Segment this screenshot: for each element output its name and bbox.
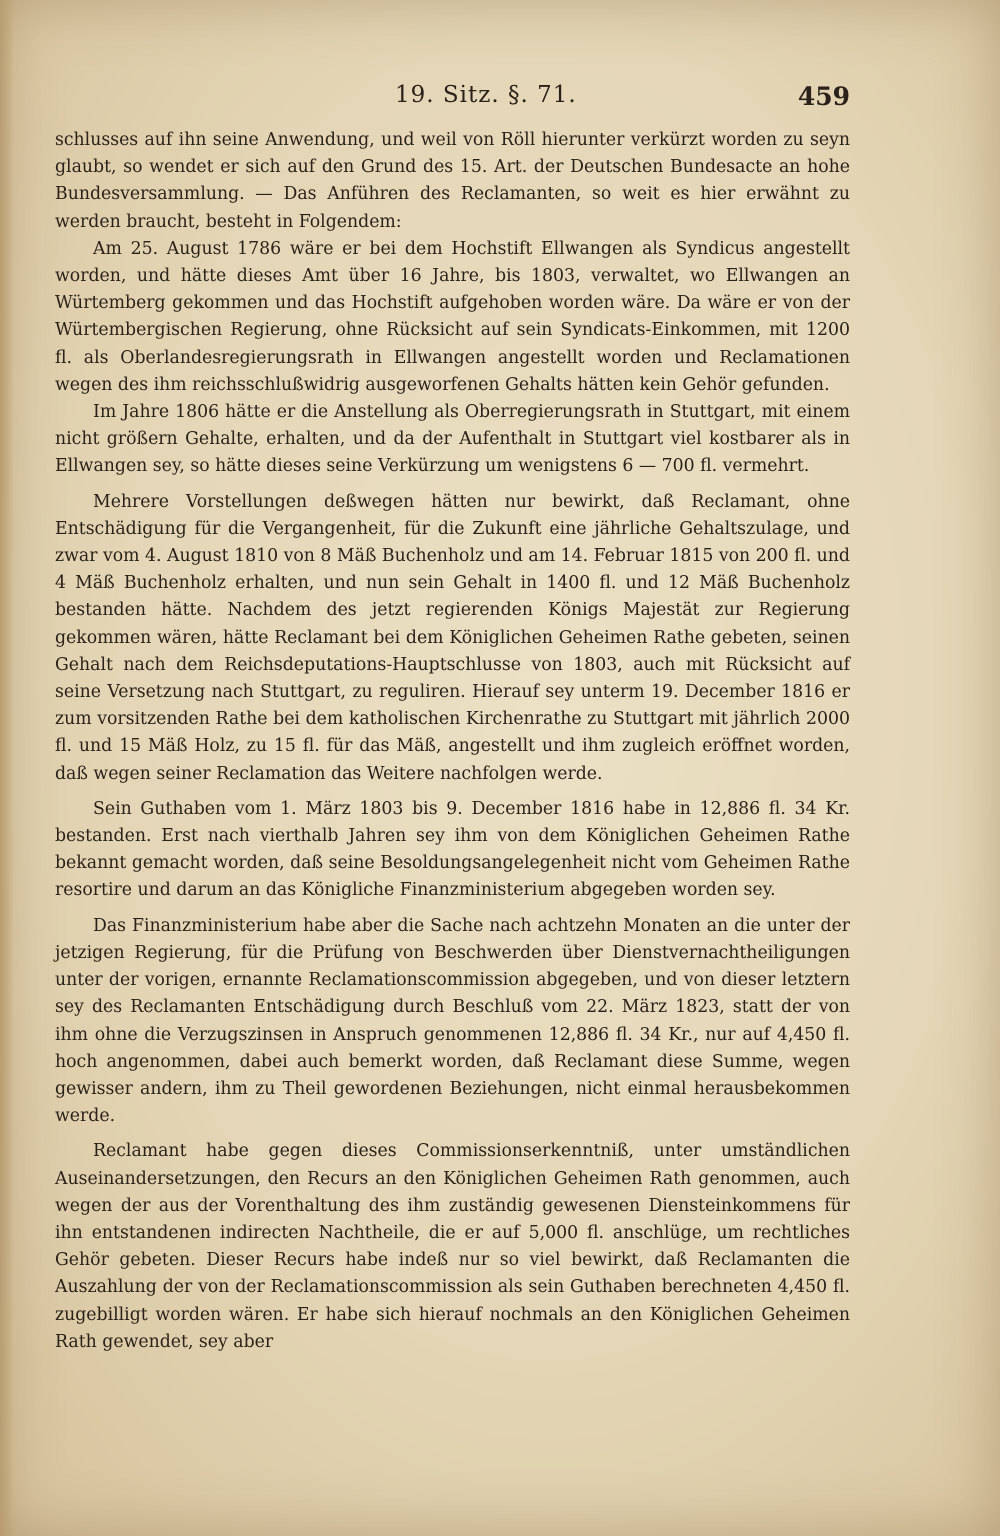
paragraph: Sein Guthaben vom 1. März 1803 bis 9. December 1816 habe in 12,886 fl. 34 Kr. bestanden. Erst nach vierthalb Jahren sey ihm von dem Königlichen Geheimen Rathe bekannt gemacht worden, daß seine Besoldungsangelegenheit nicht vom Geheimen Rathe resortire und darum an das Königliche Finanzministerium abgegeben worden sey.	[55, 798, 850, 901]
page-header	[55, 82, 850, 122]
page-edge	[0, 0, 14, 1536]
body-text	[55, 127, 850, 1356]
paragraph: Im Jahre 1806 hätte er die Anstellung als Oberregierungsrath in Stuttgart, mit einem nicht größern Gehalte, erhalten, und da der Aufenthalt in Stuttgart viel kostbarer als in Ellwangen sey, so hätte dieses seine Verkürzung um wenigstens 6 — 700 fl. vermehrt.	[55, 402, 850, 477]
running-head: 19. Sitz. §. 71.	[395, 82, 577, 108]
paragraph: Reclamant habe gegen dieses Commissionserkenntniß, unter umständlichen Auseinandersetzungen, den Recurs an den Königlichen Geheimen Rath genommen, auch wegen der aus der Vorenthaltung des ihm zuständig gewesenen Diensteinkommens für ihn entstandenen indirecten Nachtheile, die er auf 5,000 fl. anschlüge, um rechtliches Gehör gebeten. Dieser Recurs habe indeß nur so viel bewirkt, daß Reclamanten die Auszahlung der von der Reclamationscommission als sein Guthaben berechneten 4,450 fl. zugebilligt worden wären. Er habe sich hierauf nochmals an den Königlichen Geheimen Rath gewendet, sey aber	[55, 1141, 850, 1352]
paragraph: Mehrere Vorstellungen deßwegen hätten nur bewirkt, daß Reclamant, ohne Entschädigung für die Vergangenheit, für die Zukunft eine jährliche Gehaltszulage, und zwar vom 4. August 1810 von 8 Mäß Buchenholz und am 14. Februar 1815 von 200 fl. und 4 Mäß Buchenholz erhalten, und nun sein Gehalt in 1400 fl. und 12 Mäß Buchenholz bestanden hätte. Nachdem des jetzt regierenden Königs Majestät zur Regierung gekommen wären, hätte Reclamant bei dem Königlichen Geheimen Rathe gebeten, seinen Gehalt nach dem Reichsdeputations-Hauptschlusse von 1803, auch mit Rücksicht auf seine Versetzung nach Stuttgart, zu reguliren. Hierauf sey unterm 19. December 1816 er zum vorsitzenden Rathe bei dem katholischen Kirchenrathe zu Stuttgart mit jährlich 2000 fl. und 15 Mäß Holz, zu 15 fl. für das Mäß, angestellt und ihm zugleich eröffnet worden, daß wegen seiner Reclamation das Weitere nachfolgen werde.	[55, 491, 850, 784]
paragraph: Am 25. August 1786 wäre er bei dem Hochstift Ellwangen als Syndicus angestellt worden, und hätte dieses Amt über 16 Jahre, bis 1803, verwaltet, wo Ellwangen an Würtemberg gekommen und das Hochstift aufgehoben worden wäre. Da wäre er von der Würtembergischen Regierung, ohne Rücksicht auf sein Syndicats-Einkommen, mit 1200 fl. als Oberlandesregierungsrath in Ellwangen angestellt worden und Reclamationen wegen des ihm reichsschlußwidrig ausgeworfenen Gehalts hätten kein Gehör gefunden.	[55, 238, 850, 395]
page-number: 459	[797, 82, 850, 111]
paragraph-continuation: schlusses auf ihn seine Anwendung, und weil von Röll hierunter verkürzt worden zu seyn glaubt, so wendet er sich auf den Grund des 15. Art. der Deutschen Bundesacte an hohe Bundesversammlung. — Das Anführen des Reclamanten, so weit es hier erwähnt zu werden braucht, besteht in Folgendem:	[55, 130, 850, 232]
paragraph: Das Finanzministerium habe aber die Sache nach achtzehn Monaten an die unter der jetzigen Regierung, für die Prüfung von Beschwerden über Dienstvernachtheiligungen unter der vorigen, ernannte Reclamationscommission abgegeben, und von dieser letztern sey des Reclamanten Entschädigung durch Beschluß vom 22. März 1823, statt der von ihm ohne die Verzugszinsen in Anspruch genommenen 12,886 fl. 34 Kr., nur auf 4,450 fl. hoch angenommen, dabei auch bemerkt worden, daß Reclamant diese Summe, wegen gewisser andern, ihm zu Theil gewordenen Beziehungen, nicht einmal herausbekommen werde.	[55, 915, 850, 1127]
